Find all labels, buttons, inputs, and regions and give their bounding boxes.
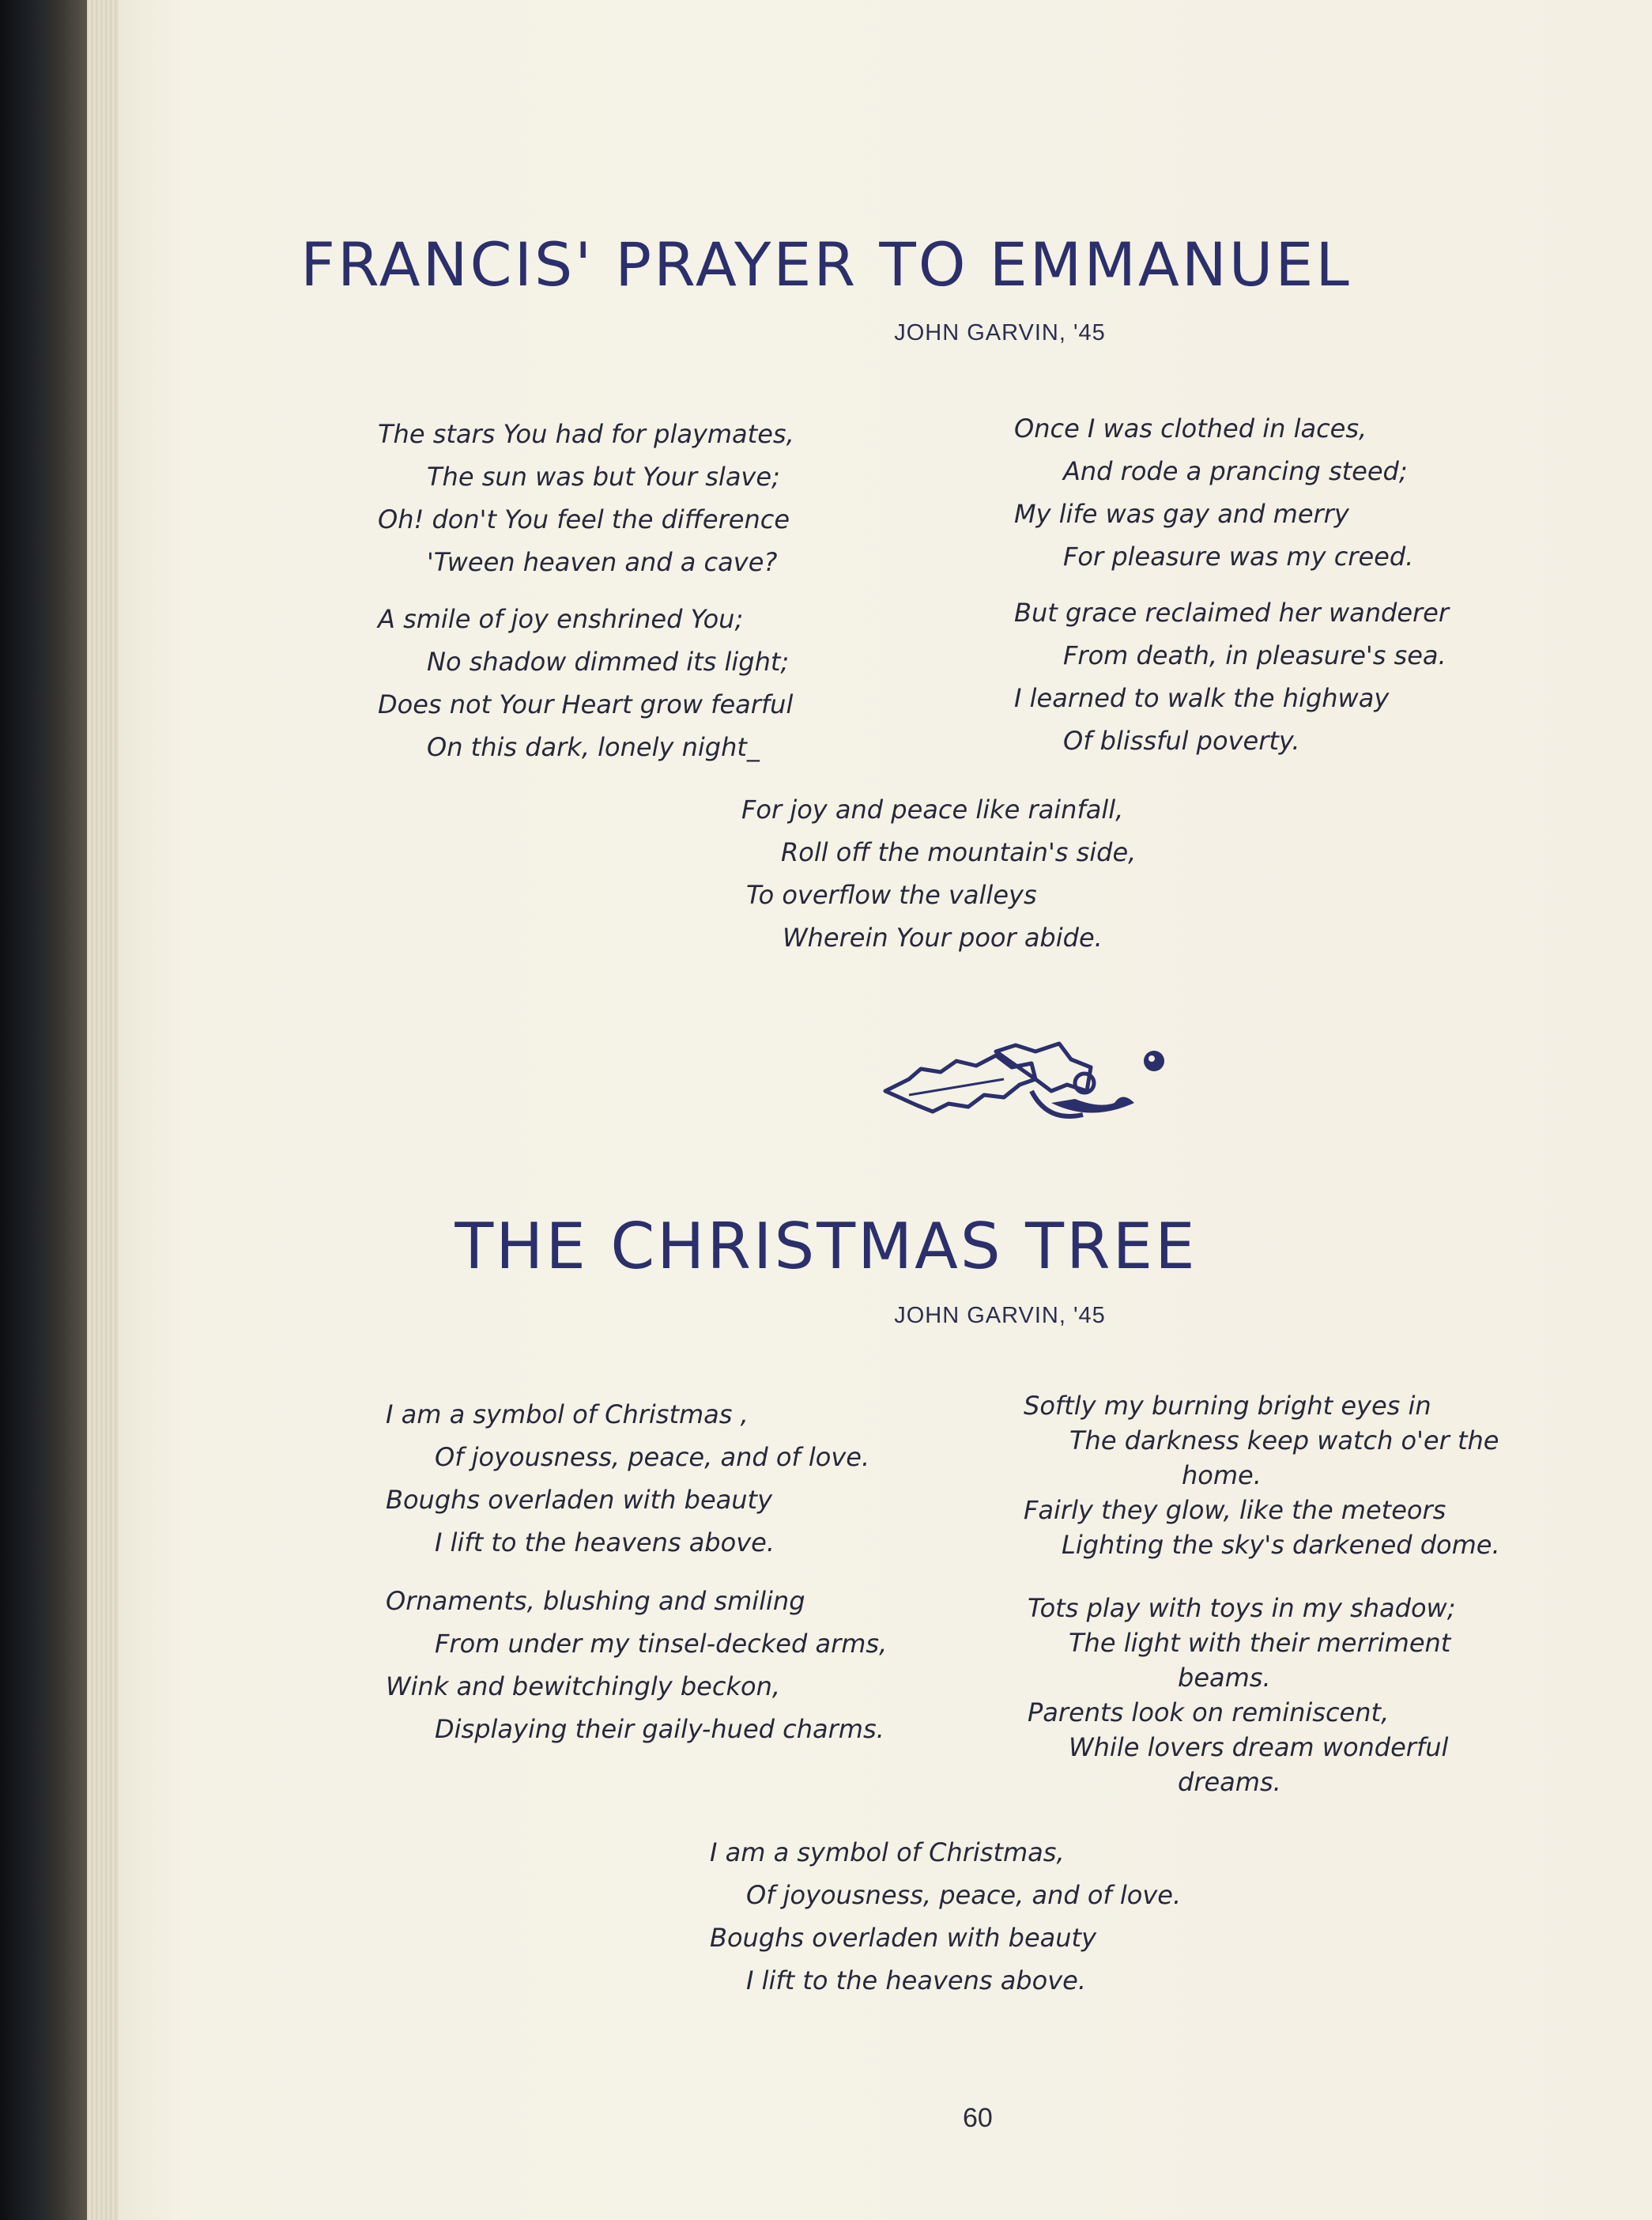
poem-line: On this dark, lonely night_ xyxy=(427,732,760,762)
poem-line: Ornaments, blushing and smiling xyxy=(386,1586,805,1616)
poem-line: My life was gay and merry xyxy=(1014,499,1349,529)
poem-line: I learned to walk the highway xyxy=(1014,683,1390,713)
poem2-title: THE CHRISTMAS TREE xyxy=(454,1210,1198,1283)
poem-line: I lift to the heavens above. xyxy=(435,1527,775,1557)
poem-line: Tots play with toys in my shadow; xyxy=(1028,1593,1456,1623)
poem1-right-stanza-1 xyxy=(1014,407,1413,578)
poem-line: From under my tinsel-decked arms, xyxy=(435,1629,888,1659)
poem-line: For joy and peace like rainfall, xyxy=(741,795,1124,825)
holly-sprig-icon xyxy=(877,1036,1186,1131)
poem-line: Boughs overladen with beauty xyxy=(710,1923,1096,1953)
poem-line: Wherein Your poor abide. xyxy=(783,923,1103,953)
poem-line: I am a symbol of Christmas , xyxy=(386,1399,749,1429)
poem1-right-stanza-2 xyxy=(1014,591,1449,762)
poem-line: dreams. xyxy=(1178,1767,1281,1797)
poem-line: And rode a prancing steed; xyxy=(1063,456,1408,486)
poem1-closing-stanza xyxy=(741,788,1136,959)
poem-line: The darkness keep watch o'er the xyxy=(1069,1425,1499,1455)
poem-line: Of joyousness, peace, and of love. xyxy=(435,1442,870,1472)
poem2-right-stanza-1 xyxy=(1024,1388,1500,1562)
poem-line: Displaying their gaily-hued charms. xyxy=(435,1714,884,1744)
poem-line: beams. xyxy=(1178,1663,1271,1693)
poem2-left-stanza-1 xyxy=(386,1393,869,1564)
poem-line: But grace reclaimed her wanderer xyxy=(1014,598,1450,628)
poem-line: No shadow dimmed its light; xyxy=(427,647,790,677)
poem-line: Softly my burning bright eyes in xyxy=(1024,1391,1431,1421)
poem2-right-stanza-2 xyxy=(1028,1591,1455,1799)
poem-line: The sun was but Your slave; xyxy=(427,462,780,492)
poem-line: Fairly they glow, like the meteors xyxy=(1024,1495,1446,1525)
page-number: 60 xyxy=(963,2103,993,2133)
poem-line: Of joyousness, peace, and of love. xyxy=(746,1880,1182,1910)
poem-line: Of blissful poverty. xyxy=(1063,726,1300,756)
poem-line: I am a symbol of Christmas, xyxy=(710,1837,1065,1867)
poem-line: Parents look on reminiscent, xyxy=(1028,1697,1390,1727)
poem-line: The light with their merriment xyxy=(1069,1628,1451,1658)
poem-line: The stars You had for playmates, xyxy=(378,419,794,449)
poem1-left-stanza-2 xyxy=(378,598,793,768)
poem-line: While lovers dream wonderful xyxy=(1069,1732,1449,1762)
poem-line: 'Tween heaven and a cave? xyxy=(427,547,778,577)
poem-line: home. xyxy=(1182,1460,1262,1490)
poem-line: From death, in pleasure's sea. xyxy=(1063,640,1446,670)
poem2-left-stanza-2 xyxy=(386,1580,887,1750)
poem2-author: JOHN GARVIN, '45 xyxy=(894,1303,1106,1328)
poem-line: A smile of joy enshrined You; xyxy=(378,604,744,634)
poem-line: Wink and bewitchingly beckon, xyxy=(386,1671,781,1701)
poem-line: To overflow the valleys xyxy=(746,880,1037,910)
poem-line: Does not Your Heart grow fearful xyxy=(378,689,794,719)
poem-line: Lighting the sky's darkened dome. xyxy=(1062,1530,1500,1560)
poem-line: Once I was clothed in laces, xyxy=(1014,413,1367,444)
poem1-title: FRANCIS' PRAYER TO EMMANUEL xyxy=(300,229,1352,300)
poem2-closing-stanza xyxy=(710,1831,1181,2002)
poem-line: Oh! don't You feel the difference xyxy=(378,504,790,534)
poem-line: I lift to the heavens above. xyxy=(746,1965,1086,1995)
page-edge xyxy=(87,0,119,2220)
poem1-left-stanza-1 xyxy=(378,413,794,583)
book-binding xyxy=(0,0,87,2220)
poem1-author: JOHN GARVIN, '45 xyxy=(894,320,1106,345)
poem-line: For pleasure was my creed. xyxy=(1063,542,1414,572)
poem-line: Boughs overladen with beauty xyxy=(386,1485,772,1515)
poem-line: Roll off the mountain's side, xyxy=(781,837,1137,867)
